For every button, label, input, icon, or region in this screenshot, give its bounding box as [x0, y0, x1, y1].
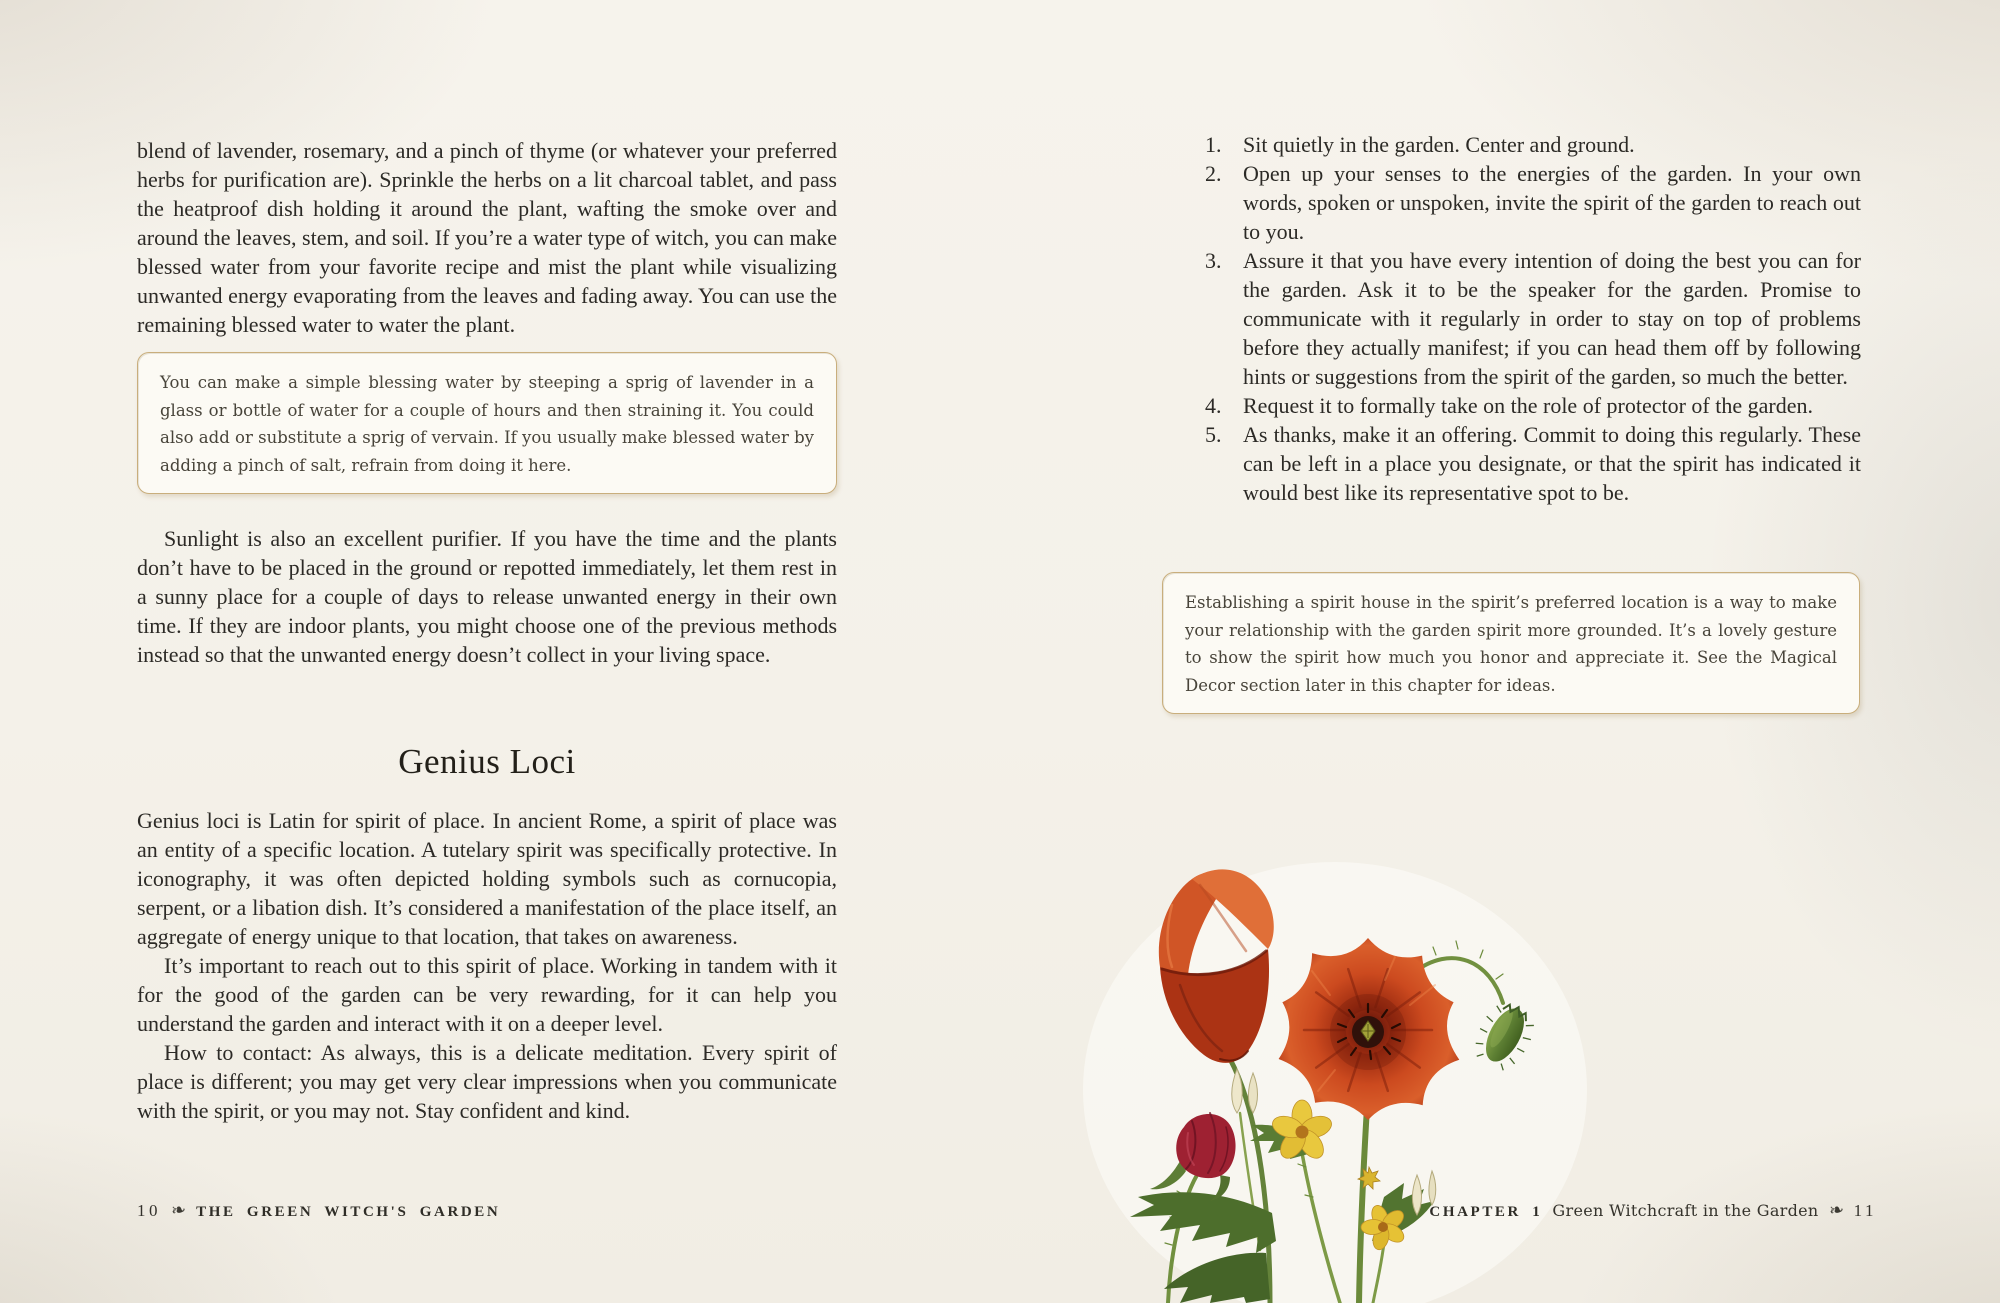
paragraph-genius-importance: It’s important to reach out to this spirit of place. Working in tandem with it for the good of the garden can be very rewarding, for it can help you understand the garden and interact with it on a deeper level.	[137, 953, 837, 1036]
tip-box-blessing-water: You can make a simple blessing water by steeping a sprig of lavender in a glass or bottle of water for a couple of hours and then straining it. You could also add or substitute a sprig of vervain. If you usually make blessed water by adding a pinch of salt, refrain from doing it here.	[137, 352, 837, 494]
list-item-number: 4.	[1205, 393, 1222, 418]
tip-box-spirit-house: Establishing a spirit house in the spirit’s preferred location is a way to make your relationship with the garden spirit more grounded. It’s a lovely gesture to show the spirit how much you honor and appreciate it. See the Magical Decor section later in this chapter for ideas.	[1162, 572, 1860, 714]
list-item	[1205, 246, 1861, 391]
page-number: 11	[1853, 1201, 1877, 1220]
list-item-number: 1.	[1205, 132, 1222, 157]
paragraph-genius-intro: Genius loci is Latin for spirit of place. In ancient Rome, a spirit of place was an entity of a specific location. A tutelary spirit was specifically protective. In iconography, it was often depicted holding symbols such as cornucopia, serpent, or a libation dish. It’s considered a manifestation of the place itself, an aggregate of energy unique to that location, that takes on awareness.	[137, 808, 837, 949]
page-footer-right	[1205, 1200, 1877, 1221]
list-item-text: Open up your senses to the energies of the garden. In your own words, spoken or unspoken, invite the spirit of the garden to reach out to you.	[1243, 161, 1861, 244]
list-item-number: 3.	[1205, 248, 1222, 273]
chapter-title: Green Witchcraft in the Garden	[1552, 1201, 1819, 1220]
list-item-number: 5.	[1205, 422, 1222, 447]
list-item-text: Assure it that you have every intention of doing the best you can for the garden. Ask it to be the speaker for the garden. Promise to communicate with it regularly in order to stay on top of problems before they actually manifest; if you can head them off by following hints or suggestions from the spirit of the garden, so much the better.	[1243, 248, 1861, 389]
page-footer-left	[137, 1200, 500, 1221]
section-heading-genius-loci: Genius Loci	[398, 742, 576, 781]
page-number: 10	[137, 1201, 161, 1220]
poppy-illustration	[1080, 845, 1600, 1303]
chapter-label: CHAPTER 1	[1429, 1204, 1543, 1220]
list-item	[1205, 130, 1861, 159]
poppy-illustration-svg	[1080, 845, 1600, 1303]
list-item-text: Sit quietly in the garden. Center and ground.	[1243, 132, 1635, 157]
numbered-list	[1205, 130, 1861, 507]
list-item-number: 2.	[1205, 161, 1222, 186]
paragraph-purification: blend of lavender, rosemary, and a pinch of thyme (or whatever your preferred herbs for purification are). Sprinkle the herbs on a lit charcoal tablet, and pass the heatproof dish holding it around the plant, wafting the smoke over and around the leaves, stem, and soil. If you’re a water type of witch, you can make blessed water from your favorite recipe and mist the plant while visualizing unwanted energy evaporating from the leaves and fading away. You can use the remaining blessed water to water the plant.	[137, 138, 837, 337]
leaf-ornament-icon: ❧	[169, 1199, 188, 1221]
paragraph-genius-contact: How to contact: As always, this is a delicate meditation. Every spirit of place is different; you may get very clear impressions when you communicate with the spirit, or you may not. Stay confident and kind.	[137, 1040, 837, 1123]
leaf-ornament-icon: ❧	[1827, 1199, 1845, 1221]
genius-loci-section	[137, 806, 837, 1125]
list-item	[1205, 159, 1861, 246]
list-item-text: As thanks, make it an offering. Commit to doing this regularly. These can be left in a place you designate, or that the spirit has indicated it would best like its representative spot to be.	[1243, 422, 1861, 505]
book-title: THE GREEN WITCH'S GARDEN	[196, 1204, 501, 1220]
list-item-text: Request it to formally take on the role of protector of the garden.	[1243, 393, 1813, 418]
list-item	[1205, 391, 1861, 420]
paragraph-sunlight: Sunlight is also an excellent purifier. If you have the time and the plants don’t have to be placed in the ground or repotted immediately, let them rest in a sunny place for a couple of days to release unwanted energy in their own time. If they are indoor plants, you might choose one of the previous methods instead so that the unwanted energy doesn’t collect in your living space.	[137, 526, 837, 667]
list-item	[1205, 420, 1861, 507]
